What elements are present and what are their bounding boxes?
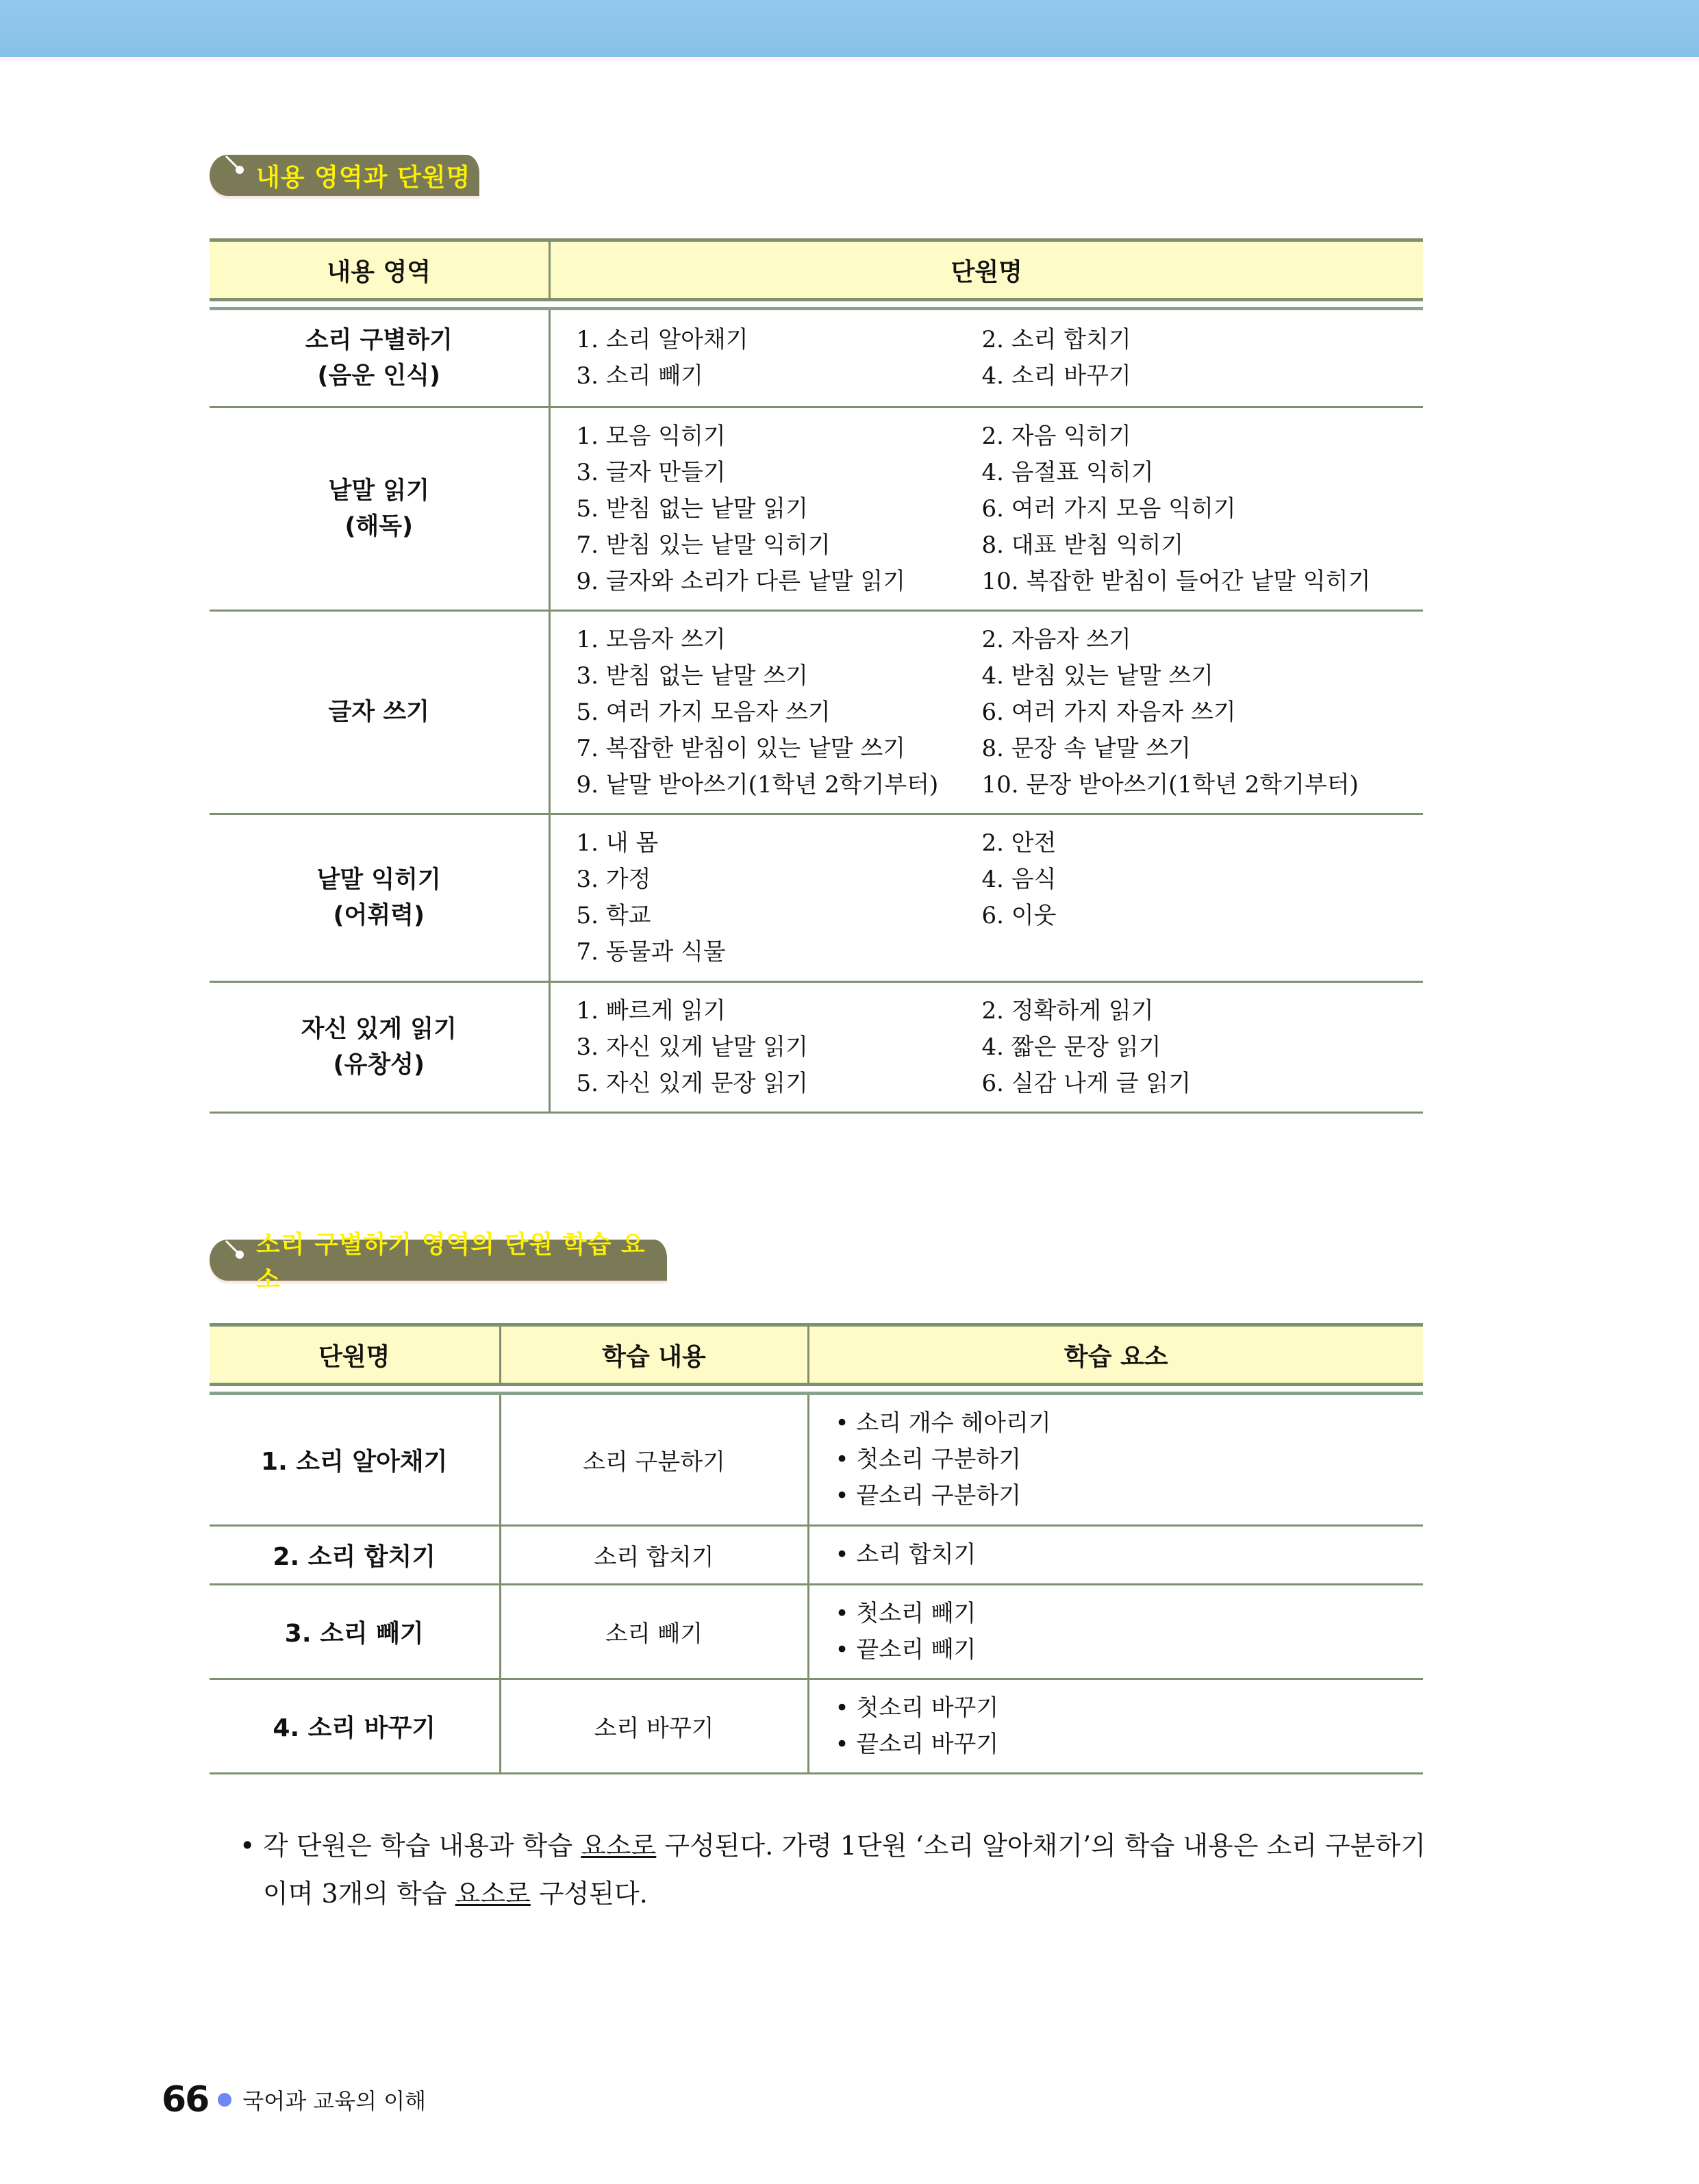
area-label: 낱말 익히기 [316, 866, 441, 894]
element-item: • 첫소리 빼기 [835, 1596, 1424, 1632]
element-item: • 첫소리 구분하기 [835, 1442, 1424, 1478]
banner-edge [0, 57, 1699, 61]
area-cell [210, 814, 549, 982]
table-row [210, 1679, 1423, 1774]
table-row [210, 1585, 1423, 1679]
area-cell [210, 982, 549, 1113]
note-paragraph [240, 1822, 1431, 1918]
note-text-part: 구성된다. 가령 1단원 ‘소리 알아채기’의 학습 내용은 소리 구분하기이며 3개의 학습 [263, 1831, 1426, 1909]
element-item: • 끝소리 바꾸기 [835, 1727, 1424, 1763]
unit-item: 2. 안전 [981, 829, 1057, 857]
learning-elements-cell [808, 1526, 1423, 1585]
unit-item: 1. 소리 알아채기 [576, 326, 748, 353]
area-sub-label: (해독) [344, 513, 414, 540]
units-cell [549, 982, 1423, 1113]
unit-item: 9. 낱말 받아쓰기(1학년 2학기부터) [576, 770, 939, 799]
unit-item [982, 934, 1424, 970]
area-sub-label: (음운 인식) [317, 362, 440, 390]
learning-content-cell: 소리 빼기 [500, 1585, 808, 1679]
learning-elements-table [210, 1323, 1423, 1774]
header-unit-name: 단원명 [210, 1325, 500, 1385]
unit-item: 2. 정확하게 읽기 [981, 996, 1154, 1025]
unit-item: 9. 글자와 소리가 다른 낱말 읽기 [576, 567, 906, 595]
unit-item: 1. 모음 익히기 [576, 422, 726, 450]
unit-item: 10. 문장 받아쓰기(1학년 2학기부터) [981, 770, 1359, 799]
unit-item: 3. 소리 빼기 [576, 362, 703, 390]
unit-item: 8. 대표 받침 익히기 [981, 531, 1184, 559]
header-gap [210, 300, 1423, 309]
header-unit-name: 단원명 [549, 240, 1423, 300]
pin-icon [225, 1240, 252, 1267]
page-number: 66 [162, 2079, 209, 2120]
element-item: • 끝소리 구분하기 [835, 1478, 1424, 1514]
header-gap [210, 1385, 1423, 1394]
units-cell [549, 309, 1423, 407]
area-sub-label: (어휘력) [333, 902, 425, 929]
unit-item: 3. 글자 만들기 [576, 458, 726, 486]
unit-item: 2. 자음자 쓰기 [981, 625, 1131, 653]
book-title: 국어과 교육의 이해 [242, 2088, 427, 2114]
unit-item: 3. 받침 없는 낱말 쓰기 [576, 662, 808, 690]
unit-item: 1. 빠르게 읽기 [576, 996, 726, 1025]
table-row [210, 1526, 1423, 1585]
unit-item: 6. 여러 가지 자음자 쓰기 [981, 698, 1236, 726]
unit-item: 3. 자신 있게 낱말 읽기 [576, 1033, 808, 1061]
note-text [240, 1822, 1431, 1918]
learning-content-cell: 소리 구분하기 [500, 1394, 808, 1526]
table-row [210, 611, 1423, 814]
unit-item: 5. 학교 [576, 902, 651, 929]
unit-item: 6. 이웃 [981, 902, 1057, 929]
table-row [210, 1394, 1423, 1526]
unit-item: 5. 받침 없는 낱말 읽기 [576, 494, 808, 523]
area-label: 낱말 읽기 [328, 477, 429, 505]
section-tag-content-areas [210, 155, 479, 196]
element-item: • 첫소리 바꾸기 [835, 1690, 1424, 1727]
element-item: • 소리 개수 헤아리기 [835, 1405, 1424, 1442]
learning-elements-cell [808, 1679, 1423, 1774]
units-cell [549, 407, 1423, 611]
element-item: • 소리 합치기 [835, 1537, 1424, 1573]
unit-item: 5. 자신 있게 문장 읽기 [576, 1069, 808, 1097]
unit-item: 7. 동물과 식물 [576, 938, 726, 966]
bullet-icon: • [240, 1831, 255, 1861]
pin-icon [225, 155, 252, 182]
unit-item: 4. 소리 바꾸기 [981, 362, 1131, 390]
unit-name-cell: 2. 소리 합치기 [210, 1526, 500, 1585]
note-underlined-term: 요소로 [581, 1831, 657, 1861]
unit-item: 4. 음절표 익히기 [981, 458, 1154, 486]
unit-item: 2. 자음 익히기 [981, 422, 1131, 450]
area-sub-label: (유창성) [333, 1051, 425, 1079]
unit-item: 1. 내 몸 [576, 829, 659, 857]
table-row [210, 309, 1423, 407]
unit-item: 2. 소리 합치기 [981, 326, 1131, 353]
area-cell [210, 407, 549, 611]
top-banner [0, 0, 1699, 57]
note-underlined-term: 요소로 [455, 1879, 531, 1909]
table-row [210, 982, 1423, 1113]
area-cell [210, 309, 549, 407]
dot-icon [218, 2093, 231, 2107]
unit-item: 3. 가정 [576, 866, 651, 893]
element-item: • 끝소리 빼기 [835, 1632, 1424, 1668]
unit-item: 4. 음식 [981, 866, 1057, 893]
unit-item: 8. 문장 속 낱말 쓰기 [981, 734, 1192, 762]
unit-item: 5. 여러 가지 모음자 쓰기 [576, 698, 831, 726]
unit-item: 1. 모음자 쓰기 [576, 625, 726, 653]
content-area-table [210, 238, 1423, 1114]
unit-name-cell: 1. 소리 알아채기 [210, 1394, 500, 1526]
unit-item: 4. 짧은 문장 읽기 [981, 1033, 1161, 1061]
note-text-part: 구성된다. [530, 1879, 648, 1909]
table-row [210, 407, 1423, 611]
learning-content-cell: 소리 합치기 [500, 1526, 808, 1585]
page-footer [162, 2079, 426, 2120]
unit-item: 6. 여러 가지 모음 익히기 [981, 494, 1236, 523]
header-learning-elements: 학습 요소 [808, 1325, 1423, 1385]
area-label: 소리 구별하기 [305, 327, 453, 354]
section-title: 소리 구별하기 영역의 단원 학습 요소 [256, 1231, 646, 1294]
unit-item: 7. 받침 있는 낱말 익히기 [576, 531, 831, 559]
header-learning-content: 학습 내용 [500, 1325, 808, 1385]
learning-elements-cell [808, 1585, 1423, 1679]
units-cell [549, 611, 1423, 814]
area-cell [210, 611, 549, 814]
units-cell [549, 814, 1423, 982]
unit-item: 10. 복잡한 받침이 들어간 낱말 익히기 [981, 567, 1371, 595]
unit-item: 4. 받침 있는 낱말 쓰기 [981, 662, 1213, 690]
unit-name-cell: 4. 소리 바꾸기 [210, 1679, 500, 1774]
unit-item: 6. 실감 나게 글 읽기 [981, 1069, 1192, 1097]
unit-name-cell: 3. 소리 빼기 [210, 1585, 500, 1679]
table-row [210, 814, 1423, 982]
section-tag-learning-elements [210, 1231, 667, 1294]
area-label: 글자 쓰기 [328, 699, 429, 726]
unit-item: 7. 복잡한 받침이 있는 낱말 쓰기 [576, 734, 906, 762]
section-title: 내용 영역과 단원명 [256, 163, 471, 192]
learning-elements-cell [808, 1394, 1423, 1526]
learning-content-cell: 소리 바꾸기 [500, 1679, 808, 1774]
area-label: 자신 있게 읽기 [301, 1016, 457, 1043]
header-content-area: 내용 영역 [210, 240, 549, 300]
note-text-part: 각 단원은 학습 내용과 학습 [263, 1831, 581, 1861]
